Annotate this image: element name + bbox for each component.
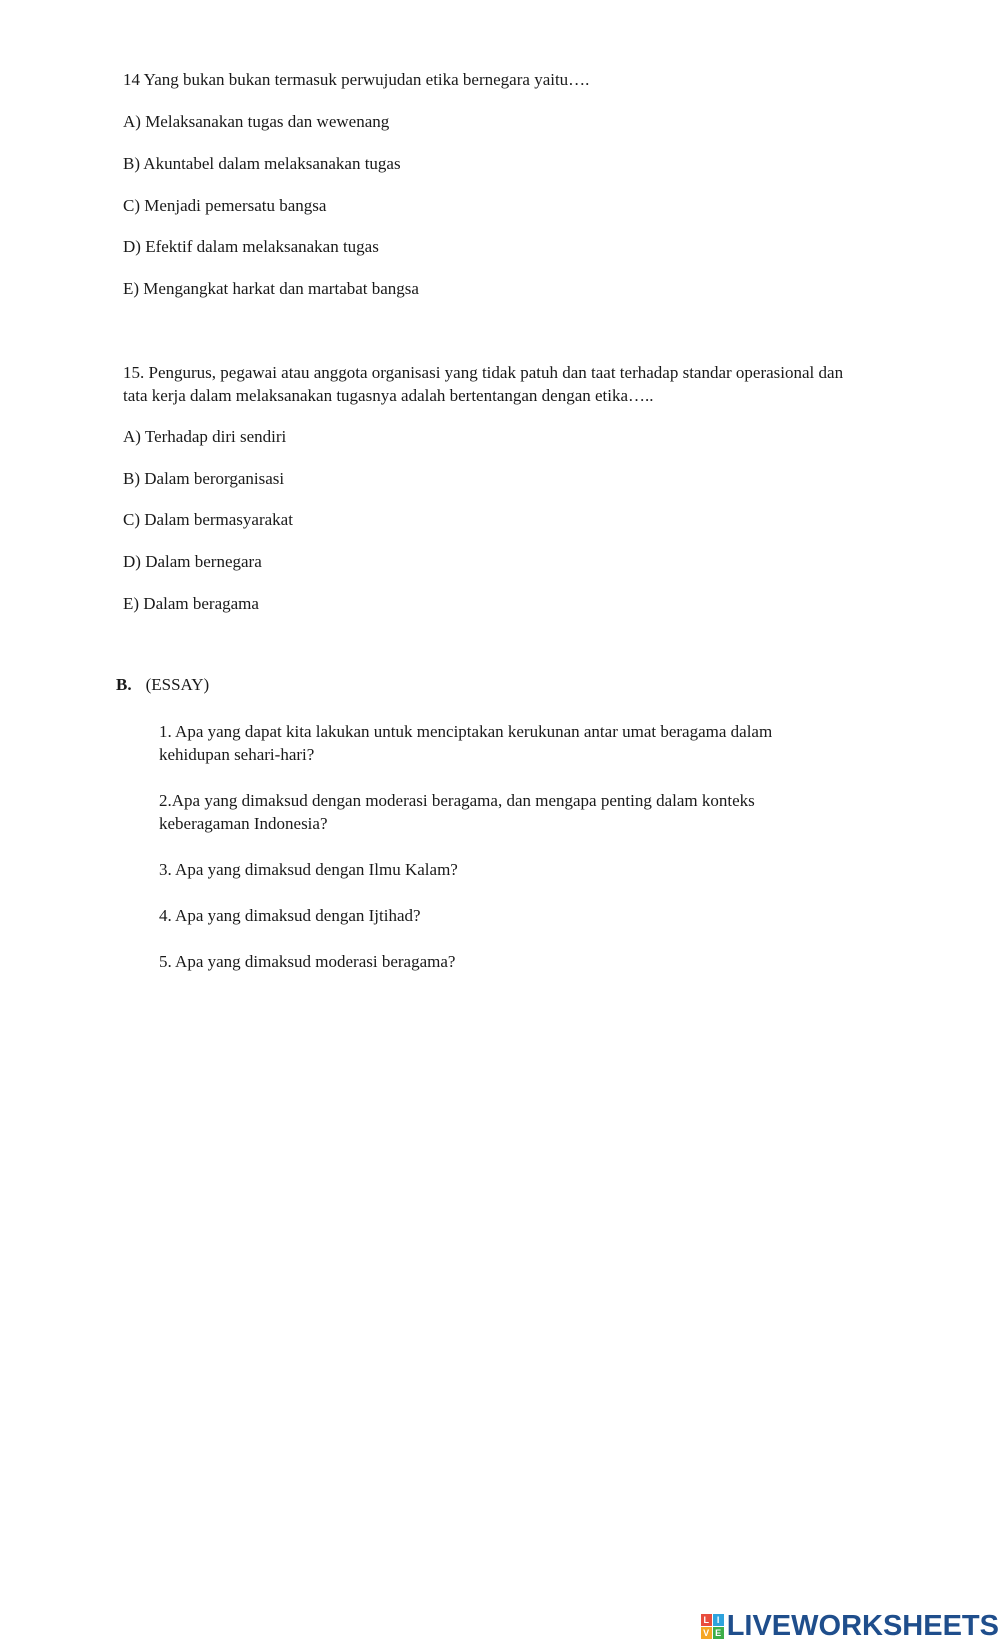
question-14-option-b: B) Akuntabel dalam melaksanakan tugas: [123, 154, 401, 173]
question-14-option-e: E) Mengangkat harkat dan martabat bangsa: [123, 279, 419, 298]
question-14-option-a: A) Melaksanakan tugas dan wewenang: [123, 112, 390, 131]
section-b-heading: [116, 673, 209, 696]
logo-letter-v: V: [701, 1627, 712, 1639]
section-b-title: (ESSAY): [145, 675, 210, 694]
question-14-option-d: D) Efektif dalam melaksanakan tugas: [123, 237, 379, 256]
live-logo-icon: [701, 1614, 724, 1639]
question-15-option-e: E) Dalam beragama: [123, 594, 259, 613]
essay-question-4: 4. Apa yang dimaksud dengan Ijtihad?: [159, 906, 421, 925]
question-14-option-c: C) Menjadi pemersatu bangsa: [123, 196, 327, 215]
brand-name: LIVEWORKSHEETS: [726, 1609, 999, 1642]
logo-letter-l: L: [701, 1614, 712, 1626]
question-15-option-c: C) Dalam bermasyarakat: [123, 510, 293, 529]
question-15-text: 15. Pengurus, pegawai atau anggota organisasi yang tidak patuh dan taat terhadap standar operasional dan tata kerja dalam melaksanakan tugasnya adalah bertentangan dengan etika…..: [123, 363, 844, 405]
question-15-option-a: A) Terhadap diri sendiri: [123, 427, 287, 446]
logo-letter-e: E: [713, 1627, 724, 1639]
essay-question-1: 1. Apa yang dapat kita lakukan untuk menciptakan kerukunan antar umat beragama dalam kehidupan sehari-hari?: [159, 722, 773, 764]
essay-question-5: 5. Apa yang dimaksud moderasi beragama?: [159, 952, 456, 971]
essay-question-2: 2.Apa yang dimaksud dengan moderasi beragama, dan mengapa penting dalam konteks keberagaman Indonesia?: [159, 791, 755, 833]
section-b-letter: B.: [116, 675, 132, 694]
question-15-option-b: B) Dalam berorganisasi: [123, 469, 285, 488]
liveworksheets-logo: [701, 1610, 999, 1642]
question-14-text: 14 Yang bukan bukan termasuk perwujudan etika bernegara yaitu….: [123, 70, 590, 89]
essay-question-3: 3. Apa yang dimaksud dengan Ilmu Kalam?: [159, 860, 458, 879]
question-15-option-d: D) Dalam bernegara: [123, 552, 262, 571]
logo-letter-i: I: [713, 1614, 724, 1626]
